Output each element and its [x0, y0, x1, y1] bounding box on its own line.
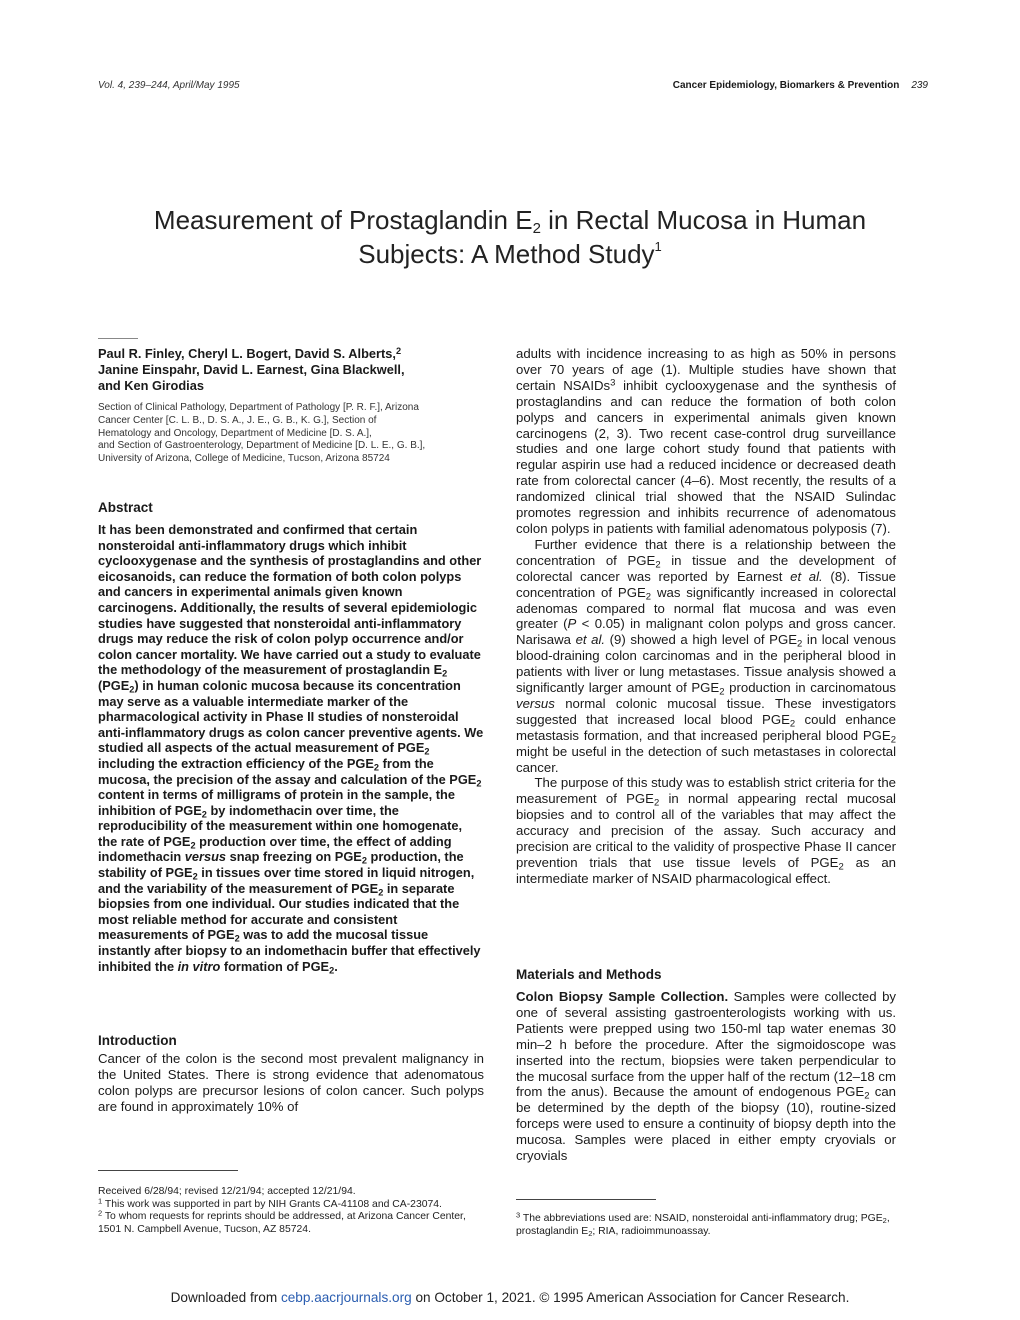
- footnote-2: $^2$ To whom requests for reprints should be addressed, at Arizona Cancer Center, 1501 N. Campbell Avenue, Tucson, AZ 85724.: [98, 1208, 466, 1235]
- journal-name: Cancer Epidemiology, Biomarkers & Prevention: [672, 80, 900, 91]
- methods-text: Colon Biopsy Sample Collection. Samples were collected by one of several assisting gastroenterologists working with us. Patients were prepped using two 150-ml tap water enemas 30 min–2 h before the procedure. After the sigmoidoscope was inserted into the rectum, biopsies were taken perpendicular to the mucosal surface from the upper half of the rectum (12–18 cm from the anus). Because the amount of endogenous $PGE_2$ can be determined by the depth of the biopsy (10), routine-sized forceps were used to ensure a continuity of biopsy depth into the mucosa. Samples were placed in either empty cryovials or cryovials: [516, 989, 896, 1164]
- abstract-heading: Abstract: [98, 500, 153, 515]
- right-column-body: [516, 346, 896, 887]
- introduction-heading: Introduction: [98, 1033, 177, 1048]
- intro-paragraph-2: Further evidence that there is a relationship between the concentration of $PGE_2$ in tissue and the development of colorectal cancer was reported by Earnest et al. (8). Tissue concentration of $PGE_2$ was significantly increased in colorectal adenomas compared to normal flat mucosa and was even greater (P < 0.05) in malignant colon polyps and gross cancer. Narisawa et al. (9) showed a high level of $PGE_2$ in local venous blood-draining colon carcinomas and in the peripheral blood in patients with liver or lung metastases. Tissue analysis showed a significantly larger amount of $PGE_2$ production in carcinomatous versus normal colonic mucosal tissue. These investigators suggested that increased local blood $PGE_2$ could enhance metastasis formation, and that increased peripheral blood $PGE_2$ might be useful in the detection of such metastases in colorectal cancer.: [516, 536, 897, 775]
- running-citation: Vol. 4, 239–244, April/May 1995: [98, 80, 240, 91]
- title-line-1: Measurement of Prostaglandin $E_2$ in Rectal Mucosa in Human: [153, 205, 867, 237]
- footnote-3: $^3$ The abbreviations used are: NSAID, nonsteroidal anti-inflammatory drug; $PGE_2$, prostaglandin $E_2$; RIA, radioimmunoassay.: [516, 1210, 890, 1238]
- intro-paragraph-continued: adults with incidence increasing to as high as 50% in persons over 70 years of age (1). Multiple studies have shown that certain NSAIDs$^3$ inhibit cyclooxygenase and the synthesis of prostaglandins and can reduce the formation of both colon polyps and cancers in experimental animals given known carcinogens (2, 3). Two recent case-control drug surveillance studies and one large cohort study found that patients with regular aspirin use had a reduced incidence or decreased death rate from colorectal cancer (4–6). Most recently, the results of a randomized clinical trial showed that the NSAID Sulindac promotes regression and inhibits recurrence of adenomatous colon polyps in patients with familial adenomatous polyposis (7).: [516, 346, 896, 536]
- footnote-divider-left: [98, 1170, 238, 1171]
- download-footer: Downloaded from cebp.aacrjournals.org on October 1, 2021. © 1995 American Association for Cancer Research.: [170, 1290, 850, 1305]
- introduction-text: Cancer of the colon is the second most prevalent malignancy in the United States. There is strong evidence that adenomatous colon polyps are precursor lesions of colon cancer. Such polyps are found in approximately 10% of: [98, 1051, 484, 1114]
- journal-link[interactable]: cebp.aacrjournals.org: [280, 1290, 412, 1305]
- running-journal-header: [673, 80, 928, 91]
- article-title: [110, 203, 910, 271]
- title-line-2: Subjects: A Method Study$^1$: [358, 239, 662, 269]
- received-dates: Received 6/28/94; revised 12/21/94; accepted 12/21/94.: [98, 1186, 356, 1197]
- footnote-divider-right: [516, 1199, 656, 1200]
- author-list: Paul R. Finley, Cheryl L. Bogert, David S. Alberts,$^2$ Janine Einspahr, David L. Earnest, Gina Blackwell, and Ken Girodias: [98, 345, 405, 393]
- footnote-1: $^1$ This work was supported in part by NIH Grants CA-41108 and CA-23074.: [98, 1196, 442, 1210]
- footnotes-left: [98, 1186, 484, 1236]
- title-divider: [98, 338, 138, 339]
- methods-heading: Materials and Methods: [516, 967, 662, 982]
- abstract-text: It has been demonstrated and confirmed that certain nonsteroidal anti-inflammatory drugs which inhibit cyclooxygenase and the synthesis of prostaglandins and other eicosanoids, can reduce the formation of both colon polyps and cancers in experimental animals given known carcinogens. Additionally, the results of several epidemiologic studies have suggested that nonsteroidal anti-inflammatory drugs may reduce the risk of colon polyp occurrence and/or colon cancer mortality. We have carried out a study to evaluate the methodology of the measurement of prostaglandin $E_2$ $(PGE_2)$ in human colonic mucosa because its concentration may serve as a valuable intermediate marker of the pharmacological activity in Phase II studies of nonsteroidal anti-inflammatory drugs as colon cancer preventive agents. We studied all aspects of the actual measurement of $PGE_2$ including the extraction efficiency of the $PGE_2$ from the mucosa, the precision of the assay and calculation of the $PGE_2$ content in terms of milligrams of protein in the sample, the inhibition of $PGE_2$ by indomethacin over time, the reproducibility of the measurement within one homogenate, the rate of $PGE_2$ production over time, the effect of adding indomethacin versus snap freezing on $PGE_2$ production, the stability of $PGE_2$ in tissues over time stored in liquid nitrogen, and the variability of the measurement of $PGE_2$ in separate biopsies from one individual. Our studies indicated that the most reliable method for accurate and consistent measurements of $PGE_2$ was to add the mucosal tissue instantly after biopsy to an indomethacin buffer that effectively inhibited the in vitro formation of $PGE_2$.: [98, 522, 484, 975]
- intro-paragraph-3: The purpose of this study was to establish strict criteria for the measurement of $PGE_2$ in normal appearing rectal mucosal biopsies and to control all of the variables that may affect the accuracy and precision of the assay. Such accuracy and precision are critical to the validity of prospective Phase II cancer prevention trials that use tissue levels of $PGE_2$ as an intermediate marker of NSAID pharmacological effect.: [516, 775, 896, 886]
- author-affiliations: Section of Clinical Pathology, Department of Pathology [P. R. F.], Arizona Cancer Center [C. L. B., D. S. A., J. E., G. B., K. G.], Section of Hematology and Oncology, Department of Medicine [D. S. A.], and Section of Gastroenterology, Department of Medicine [D. L. E., G. B.], University of Arizona, College of Medicine, Tucson, Arizona 85724: [98, 402, 426, 465]
- methods-subheading: Colon Biopsy Sample Collection.: [516, 989, 729, 1004]
- page-number: 239: [911, 80, 928, 91]
